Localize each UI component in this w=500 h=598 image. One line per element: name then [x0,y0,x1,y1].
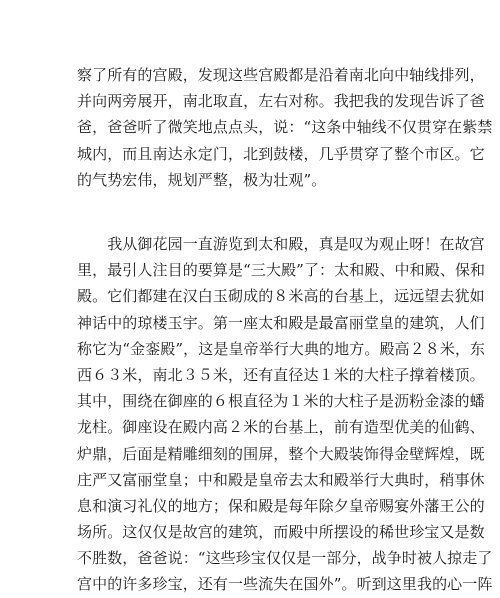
text-line: 称它为“金銮殿”，这是皇帝举行大典的地方。殿高２８米，东 [77,339,486,358]
text-line: 不胜数，爸爸说：“这些珍宝仅仅是一部分，战争时被人掠走了 [77,549,493,568]
text-line: 的气势宏伟，规划严整，极为壮观”。 [77,170,327,189]
text-line: 场所。这仅仅是故宫的建筑，而殿中所摆设的稀世珍宝又是数 [77,523,485,542]
text-line: 其中，围绕在御座的６根直径为１米的大柱子是沥粉金漆的蟠 [77,392,485,411]
paragraph-1 [77,62,493,193]
text-line: 并向两旁展开，南北取直，左右对称。我把我的发现告诉了爸 [77,92,485,111]
text-line: 龙柱。御座设在殿内高２米的台基上，前有造型优美的仙鹤、 [77,418,485,437]
text-line: 殿。它们都建在汉白玉砌成的８米高的台基上，远远望去犹如 [77,287,485,306]
text-line: 西６３米，南北３５米，还有直径达１米的大柱子撑着楼顶。 [77,365,485,384]
text-line: 神话中的琼楼玉宇。第一座太和殿是最富丽堂皇的建筑，人们 [77,313,485,332]
text-line: 息和演习礼仪的地方；保和殿是每年除夕皇帝赐宴外藩王公的 [77,496,485,515]
paragraph-2 [77,231,493,598]
text-line: 察了所有的宫殿，发现这些宫殿都是沿着南北向中轴线排列， [77,66,485,84]
text-line: 庄严又富丽堂皇；中和殿是皇帝去太和殿举行大典时，稍事休 [77,470,485,489]
text-line: 城内，而且南达永定门，北到鼓楼，几乎贯穿了整个市区。它 [77,144,485,163]
text-line: 我从御花园一直游览到太和殿，真是叹为观止呀！在故宫 [77,235,485,253]
text-line: 宫中的许多珍宝，还有一些流失在国外”。听到这里我的心一阵 [77,575,493,594]
text-line: 里，最引人注目的要算是“三大殿”了：太和殿、中和殿、保和 [77,261,486,280]
text-line: 爸，爸爸听了微笑地点点头，说：“这条中轴线不仅贯穿在紫禁 [77,118,493,137]
text-line: 炉鼎，后面是精雕细刻的围屏，整个大殿装饰得金壁辉煌，既 [77,444,485,463]
